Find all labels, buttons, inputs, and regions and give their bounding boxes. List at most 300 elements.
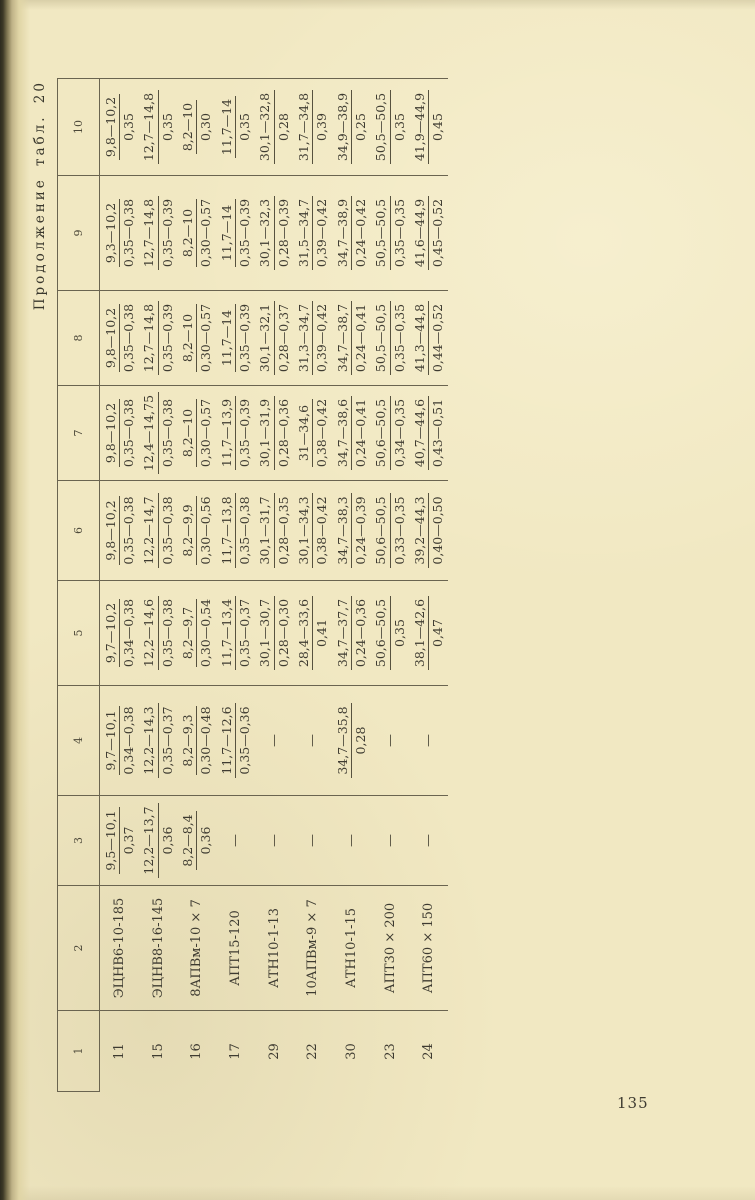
fraction-numerator: 9,3—10,2 (103, 199, 120, 267)
fraction-denominator: 0,35—0,37 (159, 706, 175, 775)
table-continuation-caption: Продолжение табл. 20 (32, 80, 48, 311)
fraction-denominator: 0,36 (159, 826, 175, 855)
empty-dash: — (266, 834, 282, 847)
empty-dash: — (305, 834, 321, 847)
fraction-value (103, 94, 137, 160)
fraction-denominator: 0,45 (430, 113, 446, 141)
fraction-denominator: 0,35 (391, 619, 407, 647)
fraction-value (219, 304, 253, 372)
fraction-numerator: 9,5—10,1 (103, 807, 120, 873)
fraction-value (412, 196, 446, 270)
value-cell (139, 290, 178, 385)
fraction-denominator: 0,34—0,35 (391, 398, 407, 468)
fraction-denominator: 0,35—0,39 (236, 398, 252, 468)
fraction-denominator: 0,39 (314, 113, 330, 141)
value-cell (177, 480, 216, 580)
table-caption-row (23, 78, 57, 1092)
fraction-value (180, 706, 214, 774)
column-header-6: 6 (58, 480, 100, 580)
fraction-numerator: 11,7—13,4 (219, 596, 236, 670)
value-cell (216, 385, 255, 480)
fraction-numerator: 34,7—38,9 (335, 196, 352, 270)
fraction-denominator: 0,35—0,35 (391, 303, 407, 373)
fraction-value (180, 399, 214, 467)
fraction-numerator: 12,7—14,8 (141, 301, 158, 375)
empty-dash: — (305, 734, 321, 747)
fraction-value (373, 396, 407, 470)
fraction-value (412, 90, 446, 164)
fraction-numerator: 31,7—34,8 (296, 90, 313, 164)
fraction-value (141, 392, 175, 474)
row-number-cell: 11 (100, 1010, 139, 1092)
value-cell (177, 685, 216, 795)
empty-dash: — (227, 834, 243, 847)
rotated-table-block (23, 77, 453, 1092)
fraction-denominator: 0,24—0,41 (352, 303, 368, 373)
fraction-numerator: 31,3—34,7 (296, 301, 313, 375)
value-cell (255, 685, 294, 795)
fraction-numerator: 50,5—50,5 (373, 196, 390, 270)
fraction-value (335, 396, 369, 470)
value-cell (100, 685, 139, 795)
fraction-numerator: 39,2—44,3 (412, 493, 429, 567)
fraction-value (103, 807, 137, 873)
fraction-denominator: 0,35—0,38 (120, 198, 136, 268)
fraction-value (373, 301, 407, 375)
fraction-value (103, 304, 137, 372)
fraction-denominator: 0,37 (120, 826, 136, 855)
fraction-denominator: 0,28—0,35 (275, 496, 291, 565)
fraction-numerator: 34,7—35,8 (335, 703, 352, 777)
value-cell (139, 385, 178, 480)
value-cell (293, 685, 332, 795)
column-header-4: 4 (58, 685, 100, 795)
row-number-cell: 29 (255, 1010, 294, 1092)
value-cell (255, 78, 294, 175)
fraction-numerator: 50,6—50,5 (373, 596, 390, 670)
fraction-numerator: 31,5—34,7 (296, 196, 313, 270)
fraction-value (257, 396, 291, 470)
value-cell (371, 385, 410, 480)
fraction-denominator: 0,38—0,42 (314, 496, 330, 565)
fraction-value (103, 599, 137, 667)
value-cell (177, 175, 216, 290)
value-cell (332, 795, 371, 885)
value-cell (139, 685, 178, 795)
value-cell (100, 78, 139, 175)
fraction-denominator: 0,34—0,38 (120, 706, 136, 775)
fraction-value (412, 301, 446, 375)
fraction-numerator: 30,1—34,3 (296, 493, 313, 567)
fraction-numerator: 30,1—31,9 (257, 396, 274, 470)
fraction-numerator: 8,2—10 (180, 304, 197, 372)
fraction-value (219, 703, 253, 777)
value-cell (100, 385, 139, 480)
fraction-denominator: 0,35—0,38 (120, 303, 136, 373)
fraction-denominator: 0,28 (275, 113, 291, 141)
fraction-value (335, 196, 369, 270)
value-cell (139, 480, 178, 580)
value-cell (255, 795, 294, 885)
value-cell (410, 685, 449, 795)
fraction-denominator: 0,30—0,56 (198, 496, 214, 565)
column-header-3: 3 (58, 795, 100, 885)
value-cell (255, 580, 294, 685)
fraction-value (141, 703, 175, 777)
value-cell (216, 175, 255, 290)
value-cell (216, 685, 255, 795)
fraction-value (373, 596, 407, 670)
value-cell (293, 480, 332, 580)
fraction-value (219, 396, 253, 470)
fraction-value (296, 301, 330, 375)
fraction-numerator: 50,6—50,5 (373, 493, 390, 567)
fraction-numerator: 50,5—50,5 (373, 301, 390, 375)
value-cell (255, 385, 294, 480)
row-number-cell: 22 (293, 1010, 332, 1092)
value-cell (177, 290, 216, 385)
empty-dash: — (382, 734, 398, 747)
fraction-denominator: 0,28 (352, 726, 368, 755)
value-cell (139, 580, 178, 685)
fraction-denominator: 0,38—0,42 (314, 398, 330, 468)
fraction-value (257, 301, 291, 375)
fraction-value (141, 493, 175, 567)
fraction-denominator: 0,24—0,36 (352, 598, 368, 668)
value-cell (371, 795, 410, 885)
column-header-1: 1 (58, 1010, 100, 1092)
value-cell (371, 480, 410, 580)
fraction-numerator: 50,5—50,5 (373, 90, 390, 164)
fraction-numerator: 38,1—42,6 (412, 596, 429, 670)
value-cell (332, 685, 371, 795)
value-cell (332, 385, 371, 480)
fraction-numerator: 8,2—10 (180, 399, 197, 467)
value-cell (410, 78, 449, 175)
fraction-numerator: 9,7—10,1 (103, 706, 120, 774)
value-cell (293, 290, 332, 385)
value-cell (371, 580, 410, 685)
fraction-denominator: 0,35—0,38 (159, 398, 175, 468)
pump-name-cell: АТН10-1-15 (332, 885, 371, 1010)
value-cell (177, 385, 216, 480)
fraction-value (412, 396, 446, 470)
pump-name-cell: АПТ60 × 150 (410, 885, 449, 1010)
fraction-denominator: 0,35—0,35 (391, 198, 407, 268)
fraction-value (180, 496, 214, 564)
fraction-denominator: 0,35—0,39 (159, 198, 175, 268)
row-number-cell: 15 (139, 1010, 178, 1092)
fraction-denominator: 0,35—0,39 (159, 303, 175, 373)
table-grid (57, 78, 448, 1092)
fraction-value (257, 596, 291, 670)
pump-name-cell: АТН10-1-13 (255, 885, 294, 1010)
fraction-value (219, 596, 253, 670)
pump-name-cell: ЭЦНВ6-10-185 (100, 885, 139, 1010)
fraction-denominator: 0,30—0,57 (198, 198, 214, 268)
value-cell (371, 685, 410, 795)
fraction-numerator: 12,7—14,8 (141, 196, 158, 270)
value-cell (255, 175, 294, 290)
fraction-numerator: 8,2—10 (180, 199, 197, 267)
value-cell (177, 78, 216, 175)
fraction-numerator: 30,1—30,7 (257, 596, 274, 670)
fraction-value (219, 96, 253, 158)
fraction-denominator: 0,35 (236, 113, 252, 141)
fraction-numerator: 8,2—9,7 (180, 599, 197, 667)
fraction-denominator: 0,35—0,39 (236, 303, 252, 373)
fraction-denominator: 0,33—0,35 (391, 496, 407, 565)
fraction-value (296, 493, 330, 567)
value-cell (139, 175, 178, 290)
fraction-denominator: 0,41 (314, 619, 330, 647)
value-cell (139, 795, 178, 885)
fraction-numerator: 8,2—10 (180, 100, 197, 154)
fraction-numerator: 9,8—10,2 (103, 94, 120, 160)
fraction-numerator: 12,4—14,75 (141, 392, 158, 474)
value-cell (293, 78, 332, 175)
fraction-value (180, 599, 214, 667)
fraction-denominator: 0,35 (120, 113, 136, 141)
value-cell (293, 795, 332, 885)
fraction-value (257, 90, 291, 164)
fraction-value (335, 703, 369, 777)
row-number-cell: 30 (332, 1010, 371, 1092)
value-cell (177, 795, 216, 885)
fraction-denominator: 0,35—0,39 (236, 198, 252, 268)
value-cell (410, 580, 449, 685)
column-header-9: 9 (58, 175, 100, 290)
value-cell (332, 78, 371, 175)
empty-dash: — (382, 834, 398, 847)
fraction-denominator: 0,43—0,51 (430, 398, 446, 468)
fraction-numerator: 11,7—14 (219, 199, 236, 267)
fraction-denominator: 0,39—0,42 (314, 303, 330, 373)
value-cell (410, 175, 449, 290)
fraction-value (335, 493, 369, 567)
value-cell (371, 175, 410, 290)
fraction-denominator: 0,45—0,52 (430, 198, 446, 268)
fraction-denominator: 0,25 (352, 113, 368, 141)
empty-dash: — (421, 734, 437, 747)
fraction-denominator: 0,35 (159, 113, 175, 141)
fraction-value (180, 304, 214, 372)
fraction-denominator: 0,24—0,42 (352, 198, 368, 268)
fraction-value (373, 196, 407, 270)
fraction-numerator: 34,7—38,7 (335, 301, 352, 375)
fraction-numerator: 12,2—14,6 (141, 596, 158, 670)
fraction-numerator: 11,7—13,8 (219, 493, 236, 567)
fraction-numerator: 12,2—14,7 (141, 493, 158, 567)
value-cell (332, 175, 371, 290)
fraction-numerator: 34,7—37,7 (335, 596, 352, 670)
fraction-value (219, 493, 253, 567)
fraction-denominator: 0,34—0,38 (120, 598, 136, 668)
value-cell (293, 175, 332, 290)
fraction-value (141, 196, 175, 270)
empty-dash: — (421, 834, 437, 847)
value-cell (216, 580, 255, 685)
fraction-numerator: 34,9—38,9 (335, 90, 352, 164)
fraction-numerator: 50,6—50,5 (373, 396, 390, 470)
pump-name-cell: АПТ15-120 (216, 885, 255, 1010)
value-cell (139, 78, 178, 175)
fraction-denominator: 0,40—0,50 (430, 496, 446, 565)
value-cell (100, 580, 139, 685)
fraction-numerator: 12,2—13,7 (141, 803, 158, 877)
value-cell (100, 480, 139, 580)
value-cell (216, 78, 255, 175)
fraction-numerator: 40,7—44,6 (412, 396, 429, 470)
value-cell (371, 290, 410, 385)
fraction-numerator: 8,2—8,4 (180, 811, 197, 869)
row-number-cell: 24 (410, 1010, 449, 1092)
fraction-value (180, 811, 214, 869)
fraction-denominator: 0,35—0,37 (236, 598, 252, 668)
fraction-denominator: 0,35—0,36 (236, 706, 252, 775)
value-cell (293, 580, 332, 685)
fraction-numerator: 28,4—33,6 (296, 596, 313, 670)
fraction-value (412, 596, 446, 670)
value-cell (410, 290, 449, 385)
fraction-value (180, 100, 214, 154)
fraction-numerator: 9,8—10,2 (103, 496, 120, 564)
fraction-denominator: 0,30—0,57 (198, 398, 214, 468)
fraction-denominator: 0,28—0,39 (275, 198, 291, 268)
fraction-value (373, 90, 407, 164)
fraction-denominator: 0,47 (430, 619, 446, 647)
fraction-value (335, 90, 369, 164)
fraction-numerator: 30,1—32,1 (257, 301, 274, 375)
page-number: 135 (617, 1094, 649, 1112)
fraction-denominator: 0,28—0,30 (275, 598, 291, 668)
fraction-denominator: 0,35—0,38 (120, 496, 136, 565)
fraction-denominator: 0,24—0,39 (352, 496, 368, 565)
fraction-value (412, 493, 446, 567)
fraction-numerator: 31—34,6 (296, 399, 313, 467)
pump-name-cell: АПТ30 × 200 (371, 885, 410, 1010)
value-cell (332, 290, 371, 385)
fraction-denominator: 0,28—0,37 (275, 303, 291, 373)
fraction-denominator: 0,30—0,48 (198, 706, 214, 775)
fraction-numerator: 34,7—38,3 (335, 493, 352, 567)
value-cell (100, 795, 139, 885)
row-number-cell: 23 (371, 1010, 410, 1092)
fraction-numerator: 41,9—44,9 (412, 90, 429, 164)
column-header-7: 7 (58, 385, 100, 480)
column-header-10: 10 (58, 78, 100, 175)
fraction-denominator: 0,30 (198, 113, 214, 141)
fraction-value (103, 399, 137, 467)
fraction-value (335, 301, 369, 375)
fraction-value (296, 399, 330, 467)
fraction-numerator: 11,7—14 (219, 304, 236, 372)
fraction-denominator: 0,35 (391, 113, 407, 141)
fraction-numerator: 30,1—32,8 (257, 90, 274, 164)
value-cell (410, 795, 449, 885)
empty-dash: — (266, 734, 282, 747)
fraction-value (219, 199, 253, 267)
value-cell (332, 580, 371, 685)
fraction-value (257, 493, 291, 567)
value-cell (410, 480, 449, 580)
fraction-denominator: 0,28—0,36 (275, 398, 291, 468)
fraction-denominator: 0,30—0,57 (198, 303, 214, 373)
fraction-numerator: 9,8—10,2 (103, 304, 120, 372)
fraction-denominator: 0,44—0,52 (430, 303, 446, 373)
fraction-numerator: 12,7—14,8 (141, 90, 158, 164)
fraction-value (141, 803, 175, 877)
value-cell (410, 385, 449, 480)
fraction-value (103, 706, 137, 774)
row-number-cell: 17 (216, 1010, 255, 1092)
column-header-5: 5 (58, 580, 100, 685)
value-cell (293, 385, 332, 480)
fraction-numerator: 11,7—14 (219, 96, 236, 158)
fraction-numerator: 41,3—44,8 (412, 301, 429, 375)
value-cell (332, 480, 371, 580)
fraction-denominator: 0,39—0,42 (314, 198, 330, 268)
fraction-value (335, 596, 369, 670)
fraction-value (141, 90, 175, 164)
value-cell (177, 580, 216, 685)
fraction-value (180, 199, 214, 267)
pump-name-cell: 8АПВм-10 × 7 (177, 885, 216, 1010)
fraction-denominator: 0,35—0,38 (236, 496, 252, 565)
fraction-value (141, 301, 175, 375)
pump-name-cell: 10АПВм-9 × 7 (293, 885, 332, 1010)
value-cell (255, 290, 294, 385)
fraction-value (257, 196, 291, 270)
value-cell (255, 480, 294, 580)
fraction-value (373, 493, 407, 567)
value-cell (216, 290, 255, 385)
value-cell (216, 480, 255, 580)
fraction-value (296, 90, 330, 164)
fraction-numerator: 41,6—44,9 (412, 196, 429, 270)
fraction-value (103, 199, 137, 267)
fraction-value (296, 596, 330, 670)
fraction-numerator: 30,1—32,3 (257, 196, 274, 270)
fraction-value (141, 596, 175, 670)
pump-name-cell: ЭЦНВ8-16-145 (139, 885, 178, 1010)
fraction-numerator: 8,2—9,9 (180, 496, 197, 564)
fraction-denominator: 0,35—0,38 (159, 598, 175, 668)
empty-dash: — (343, 834, 359, 847)
value-cell (100, 290, 139, 385)
fraction-numerator: 9,7—10,2 (103, 599, 120, 667)
column-header-8: 8 (58, 290, 100, 385)
row-number-cell: 16 (177, 1010, 216, 1092)
fraction-numerator: 11,7—12,6 (219, 703, 236, 777)
fraction-denominator: 0,36 (198, 826, 214, 855)
fraction-numerator: 12,2—14,3 (141, 703, 158, 777)
fraction-numerator: 8,2—9,3 (180, 706, 197, 774)
fraction-numerator: 9,8—10,2 (103, 399, 120, 467)
value-cell (371, 78, 410, 175)
fraction-numerator: 34,7—38,6 (335, 396, 352, 470)
column-header-2: 2 (58, 885, 100, 1010)
value-cell (216, 795, 255, 885)
fraction-denominator: 0,24—0,41 (352, 398, 368, 468)
fraction-denominator: 0,35—0,38 (120, 398, 136, 468)
fraction-numerator: 11,7—13,9 (219, 396, 236, 470)
fraction-value (296, 196, 330, 270)
fraction-denominator: 0,30—0,54 (198, 598, 214, 668)
value-cell (100, 175, 139, 290)
fraction-value (103, 496, 137, 564)
fraction-numerator: 30,1—31,7 (257, 493, 274, 567)
